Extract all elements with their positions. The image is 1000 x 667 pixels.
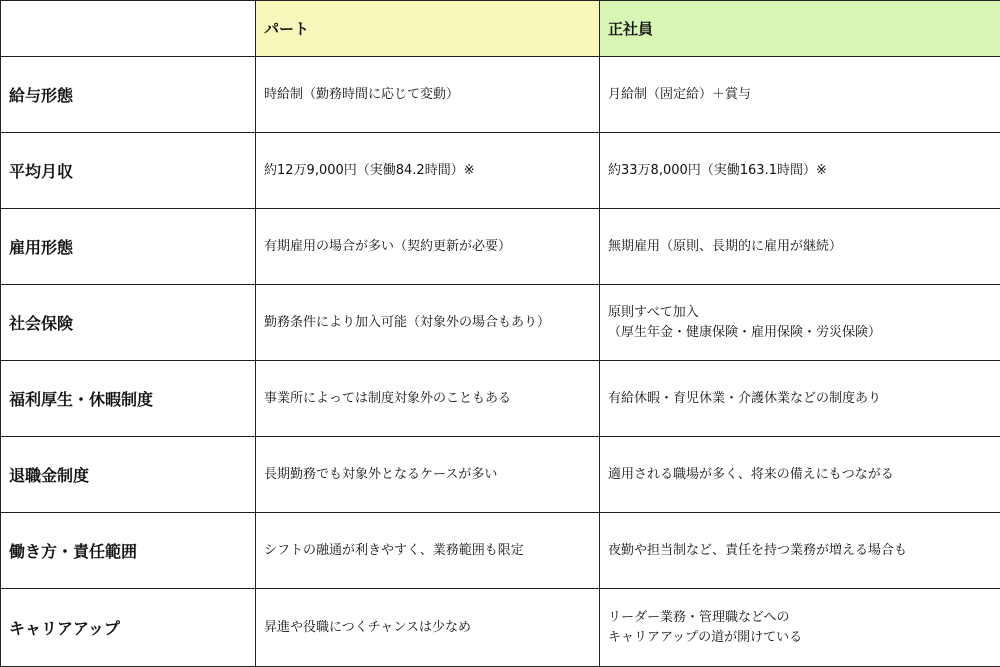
header-corner-cell bbox=[1, 1, 256, 57]
full-time-cell bbox=[600, 57, 1000, 133]
row-label: キャリアアップ bbox=[1, 589, 256, 667]
full-time-cell bbox=[600, 589, 1000, 667]
header-full-time: 正社員 bbox=[600, 1, 1000, 57]
full-time-cell bbox=[600, 209, 1000, 285]
part-time-cell bbox=[256, 513, 600, 589]
cell-text-line: 勤務条件により加入可能（対象外の場合もあり） bbox=[264, 313, 591, 333]
part-time-cell bbox=[256, 589, 600, 667]
cell-text-line: 適用される職場が多く、将来の備えにもつながる bbox=[608, 465, 992, 485]
table-row bbox=[1, 133, 1000, 209]
table-row bbox=[1, 285, 1000, 361]
row-label: 退職金制度 bbox=[1, 437, 256, 513]
row-label: 平均月収 bbox=[1, 133, 256, 209]
part-time-cell bbox=[256, 285, 600, 361]
part-time-cell bbox=[256, 133, 600, 209]
table-row bbox=[1, 589, 1000, 667]
table-row bbox=[1, 57, 1000, 133]
row-label: 給与形態 bbox=[1, 57, 256, 133]
cell-text-line: 事業所によっては制度対象外のこともある bbox=[264, 389, 591, 409]
cell-text-line: キャリアアップの道が開けている bbox=[608, 628, 992, 648]
row-label: 働き方・責任範囲 bbox=[1, 513, 256, 589]
cell-text-line: シフトの融通が利きやすく、業務範囲も限定 bbox=[264, 541, 591, 561]
row-label: 雇用形態 bbox=[1, 209, 256, 285]
cell-text-line: 長期勤務でも対象外となるケースが多い bbox=[264, 465, 591, 485]
cell-text-line: 有給休暇・育児休業・介護休業などの制度あり bbox=[608, 389, 992, 409]
table-row bbox=[1, 361, 1000, 437]
full-time-cell bbox=[600, 361, 1000, 437]
table-body bbox=[1, 57, 1000, 667]
cell-text-line: 昇進や役職につくチャンスは少なめ bbox=[264, 618, 591, 638]
table-row bbox=[1, 513, 1000, 589]
cell-text-line: リーダー業務・管理職などへの bbox=[608, 608, 992, 628]
header-part-time: パート bbox=[256, 1, 600, 57]
part-time-cell bbox=[256, 361, 600, 437]
cell-text-line: 約12万9,000円（実働84.2時間）※ bbox=[264, 161, 591, 181]
table-row bbox=[1, 437, 1000, 513]
row-label: 社会保険 bbox=[1, 285, 256, 361]
cell-text-line: （厚生年金・健康保険・雇用保険・労災保険） bbox=[608, 323, 992, 343]
cell-text-line: 約33万8,000円（実働163.1時間）※ bbox=[608, 161, 992, 181]
cell-text-line: 夜勤や担当制など、責任を持つ業務が増える場合も bbox=[608, 541, 992, 561]
full-time-cell bbox=[600, 513, 1000, 589]
full-time-cell bbox=[600, 285, 1000, 361]
row-label: 福利厚生・休暇制度 bbox=[1, 361, 256, 437]
part-time-cell bbox=[256, 209, 600, 285]
cell-text-line: 時給制（勤務時間に応じて変動） bbox=[264, 85, 591, 105]
full-time-cell bbox=[600, 437, 1000, 513]
cell-text-line: 有期雇用の場合が多い（契約更新が必要） bbox=[264, 237, 591, 257]
cell-text-line: 月給制（固定給）＋賞与 bbox=[608, 85, 992, 105]
header-row bbox=[1, 1, 1000, 57]
part-time-cell bbox=[256, 57, 600, 133]
table-row bbox=[1, 209, 1000, 285]
cell-text-line: 原則すべて加入 bbox=[608, 303, 992, 323]
cell-text-line: 無期雇用（原則、長期的に雇用が継続） bbox=[608, 237, 992, 257]
part-time-cell bbox=[256, 437, 600, 513]
full-time-cell bbox=[600, 133, 1000, 209]
